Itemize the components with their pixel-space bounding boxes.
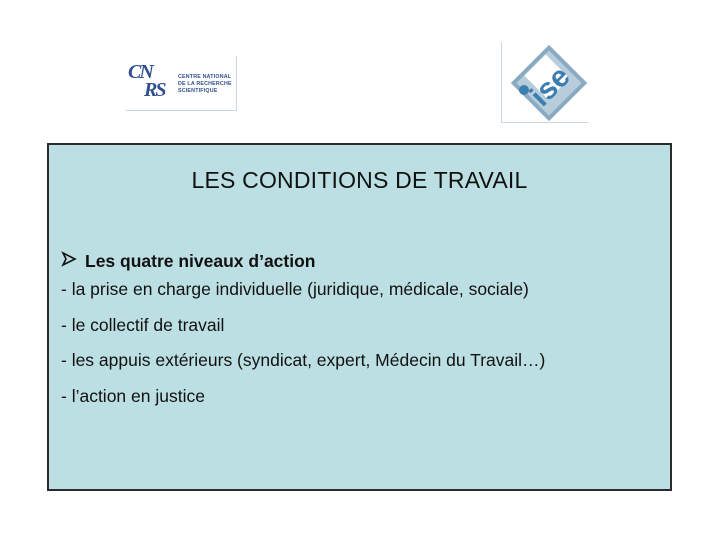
content-panel	[47, 143, 672, 491]
cnrs-name	[178, 74, 238, 95]
list-item: - les appuis extérieurs (syndicat, expert, Médecin du Travail…)	[61, 350, 546, 370]
ise-logo	[501, 42, 588, 123]
bullet-heading-text: Les quatre niveaux d’action	[85, 251, 316, 271]
bullet-heading	[61, 251, 315, 272]
list-item: - la prise en charge individuelle (juridique, médicale, sociale)	[61, 279, 529, 299]
list-item: - l’action en justice	[61, 386, 205, 406]
slide-title: LES CONDITIONS DE TRAVAIL	[191, 167, 528, 193]
ise-logo-text: ise	[523, 59, 577, 113]
cnrs-name-line: SCIENTIFIQUE	[178, 88, 218, 94]
cnrs-mark-line2: RS	[144, 79, 165, 101]
ise-logo-graphic	[502, 42, 588, 122]
cnrs-name-line: CENTRE NATIONAL	[178, 74, 232, 80]
list-item: - le collectif de travail	[61, 315, 225, 335]
cnrs-name-line: DE LA RECHERCHE	[178, 81, 232, 87]
cnrs-mark-line1: CN	[128, 61, 152, 83]
arrow-bullet-icon	[61, 251, 77, 272]
cnrs-mark	[128, 60, 174, 102]
cnrs-logo	[126, 56, 237, 111]
